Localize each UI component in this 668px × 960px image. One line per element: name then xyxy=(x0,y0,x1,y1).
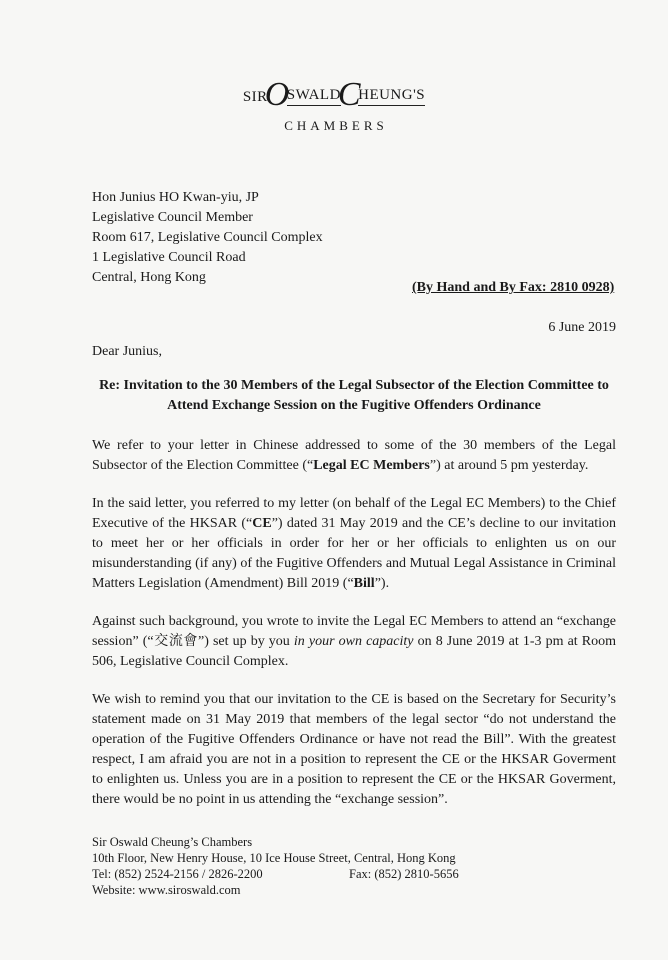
recipient-line: Central, Hong Kong xyxy=(92,270,206,285)
delivery-method: (By Hand and By Fax: 2810 0928) xyxy=(412,280,615,295)
p1-text-end: ”) at around 5 pm yesterday. xyxy=(429,458,589,473)
logo-cap-o: O xyxy=(264,76,290,113)
logo-cap-c: C xyxy=(337,76,362,113)
p2-text: In the said letter, you referred to my letter (on behalf of the Legal EC Members) to the Chief Executive of the HKSAR (“ xyxy=(92,496,616,531)
logo-chambers: CHAMBERS xyxy=(284,118,388,133)
footer-name: Sir Oswald Cheung’s Chambers xyxy=(92,835,253,849)
footer-contact xyxy=(92,834,459,898)
salutation: Dear Junius, xyxy=(92,344,162,359)
recipient-line: Hon Junius HO Kwan-yiu, JP xyxy=(92,190,259,205)
p1-text: We refer to your letter in Chinese addressed to some of the 30 members of the Legal Subsector of the Election Committee (“ xyxy=(92,438,616,473)
recipient-address xyxy=(92,188,323,288)
logo-heungs: HEUNG'S xyxy=(358,87,425,106)
footer-website: Website: www.siroswald.com xyxy=(92,883,241,897)
logo-sir: SIR xyxy=(242,89,268,105)
footer-tel: Tel: (852) 2524-2156 / 2826-2200 xyxy=(92,867,263,881)
footer-phone-row xyxy=(92,866,459,882)
paragraph-1 xyxy=(92,436,616,476)
subject-line-2: Attend Exchange Session on the Fugitive Offenders Ordinance xyxy=(167,398,541,413)
letter-date: 6 June 2019 xyxy=(548,320,616,335)
p2-text-mid: ”) dated 31 May 2019 and the CE’s decline to our invitation to meet her or her officials in order for her or her officials to enlighten us on our misunderstanding (if any) of the Fugitive Offenders and Mutual Legal Assistance in Criminal Matters Legislation (Amendment) Bill 2019 (“ xyxy=(92,516,616,591)
recipient-line: Room 617, Legislative Council Complex xyxy=(92,230,323,245)
subject-line-1: Re: Invitation to the 30 Members of the Legal Subsector of the Election Committee to xyxy=(99,378,609,393)
chambers-logo xyxy=(242,72,426,113)
letterhead xyxy=(0,72,668,134)
footer-fax: Fax: (852) 2810-5656 xyxy=(349,867,459,881)
recipient-line: 1 Legislative Council Road xyxy=(92,250,246,265)
p2-defined-term-bill: Bill xyxy=(353,576,375,591)
p2-text-end: ”). xyxy=(374,576,390,591)
paragraph-3 xyxy=(92,612,616,672)
paragraph-4: We wish to remind you that our invitation to the CE is based on the Secretary for Security’s statement made on 31 May 2019 that members of the legal sector “do not understand the operation of the Fugitive Offenders Ordinance or have not read the Bill”. With the greatest respect, I am afraid you are not in a position to represent the CE or the HKSAR Goverment to enlighten us. Unless you are in a position to represent the CE or the HKSAR Goverment, there would be no point in us attending the “exchange session”. xyxy=(92,692,616,807)
p3-text: Against such background, you wrote to invite the Legal EC Members to attend an “exchange session” (“交流會”) set up by you xyxy=(92,614,616,649)
recipient-line: Legislative Council Member xyxy=(92,210,253,225)
subject-line xyxy=(92,376,616,416)
p3-text-end: on 8 June 2019 at 1-3 pm at Room 506, Legislative Council Complex. xyxy=(92,634,616,669)
p2-defined-term-ce: CE xyxy=(252,516,272,531)
p3-emphasis: in your own capacity xyxy=(293,634,414,649)
paragraph-2 xyxy=(92,494,616,594)
logo-swald: SWALD xyxy=(287,87,341,106)
footer-address: 10th Floor, New Henry House, 10 Ice House Street, Central, Hong Kong xyxy=(92,851,456,865)
p1-defined-term: Legal EC Members xyxy=(313,458,430,473)
